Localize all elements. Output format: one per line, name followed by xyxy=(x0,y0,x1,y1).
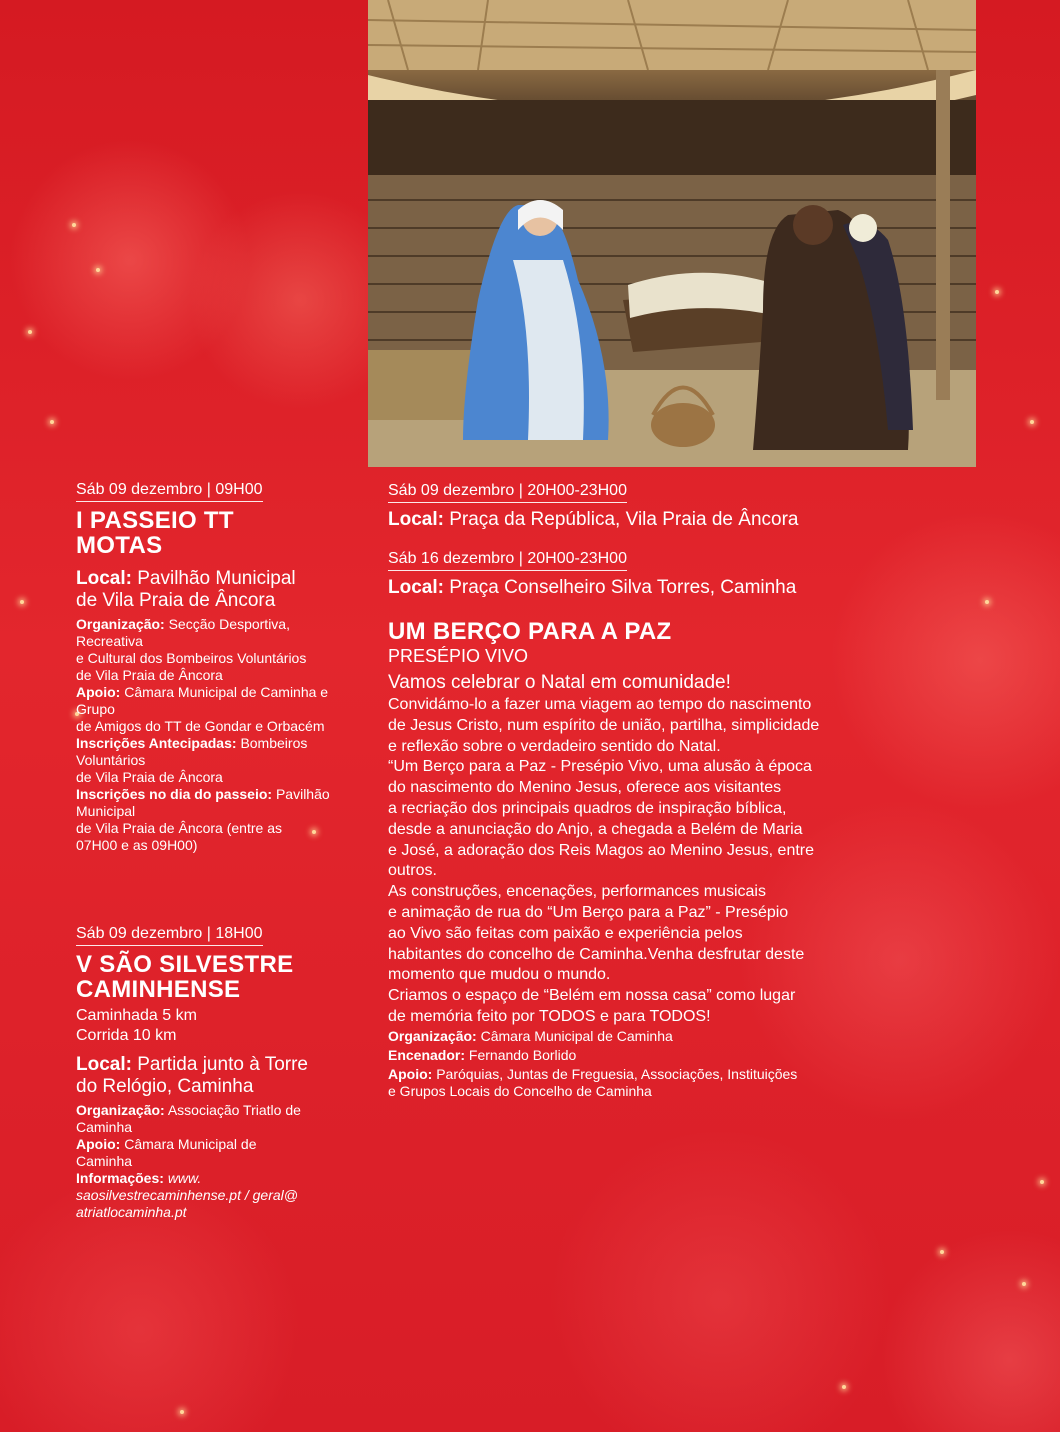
local-label: Local: xyxy=(388,577,444,598)
event-date-2: Sáb 16 dezembro | 20H00-23H00 xyxy=(388,549,627,571)
event-date: Sáb 09 dezembro | 18H00 xyxy=(76,924,263,946)
event-date: Sáb 09 dezembro | 09H00 xyxy=(76,480,263,502)
sparkle-icon xyxy=(20,600,24,604)
registrations-label: Inscrições Antecipadas: xyxy=(76,735,237,751)
event-location xyxy=(76,568,346,612)
local-label: Local: xyxy=(76,568,132,589)
organizer-value: Secção Desportiva, Recreativa e Cultural dos Bombeiros Voluntários de Vila Praia de Âncora xyxy=(76,616,307,683)
support-label: Apoio: xyxy=(76,1136,121,1152)
organizer-value: Associação Triatlo de Caminha xyxy=(76,1102,301,1135)
event-organizer xyxy=(76,616,346,684)
event-date-1: Sáb 09 dezembro | 20H00-23H00 xyxy=(388,481,627,503)
local-value: Partida junto à Torre do Relógio, Caminha xyxy=(76,1054,308,1097)
event-title: UM BERÇO PARA A PAZ xyxy=(388,618,672,645)
info-label: Informações: xyxy=(76,1170,164,1186)
event-support xyxy=(76,1136,346,1170)
registrations-value: Bombeiros Voluntários de Vila Praia de Âncora xyxy=(76,735,308,785)
sparkle-icon xyxy=(842,1385,846,1389)
event-support xyxy=(76,684,346,735)
sparkle-icon xyxy=(50,420,54,424)
event-location xyxy=(76,1054,346,1098)
event-registrations xyxy=(76,735,346,786)
organizer-label: Organização: xyxy=(388,1027,477,1044)
info-link[interactable]: www. saosilvestrecaminhense.pt / geral@ atriatlocaminha.pt xyxy=(76,1170,298,1220)
event-location-1 xyxy=(388,509,948,531)
sparkle-icon xyxy=(1022,1282,1026,1286)
event-support xyxy=(388,1066,948,1100)
organizer-label: Organização: xyxy=(76,616,165,632)
event-distances: Caminhada 5 km Corrida 10 km xyxy=(76,1007,197,1044)
sparkle-icon xyxy=(180,1410,184,1414)
support-value: Paróquias, Juntas de Freguesia, Associações, Instituições e Grupos Locais do Concelho de Caminha xyxy=(388,1065,798,1099)
sparkle-icon xyxy=(72,223,76,227)
event-berco-paz xyxy=(388,481,948,1100)
local-label: Local: xyxy=(388,509,444,530)
local-label: Local: xyxy=(76,1054,132,1075)
organizer-label: Organização: xyxy=(76,1102,165,1118)
event-organizer xyxy=(76,1102,346,1136)
registrations-day-value: Pavilhão Municipal de Vila Praia de Âncora (entre as 07H00 e as 09H00) xyxy=(76,786,330,853)
nativity-photo xyxy=(368,0,976,467)
event-description: Convidámo-lo a fazer uma viagem ao tempo do nascimento de Jesus Cristo, num espírito de união, partilha, simplicidade e reflexão sobre o verdadeiro sentido do Natal. “Um Berço para a Paz - Presépio Vivo, uma alusão à época do nascimento do Menino Jesus, oferece aos visitantes a recriação dos principais quadros de inspiração bíblica, desde a anunciação do Anjo, a chegada a Belém de Maria e José, a adoração dos Reis Magos ao Menino Jesus, entre outros. As construções, encenações, performances musicais e animação de rua do “Um Berço para a Paz” - Presépio ao Vivo são feitas com paixão e experiência pelos habitantes do concelho de Caminha.Venha desfrutar deste momento que mudou o mundo. Criamos o espaço de “Belém em nossa casa” como lugar de memória feito por TODOS e para TODOS! xyxy=(388,696,820,1025)
event-director xyxy=(388,1047,948,1064)
event-organizer xyxy=(388,1028,948,1045)
support-label: Apoio: xyxy=(388,1065,433,1082)
event-subtitle: PRESÉPIO VIVO xyxy=(388,646,529,666)
event-registrations-day xyxy=(76,786,346,854)
support-value: Câmara Municipal de Caminha e Grupo de Amigos do TT de Gondar e Orbacém xyxy=(76,684,329,734)
director-value: Fernando Borlido xyxy=(468,1046,577,1063)
event-title: I PASSEIO TT MOTAS xyxy=(76,507,234,559)
director-label: Encenador: xyxy=(388,1046,466,1063)
organizer-value: Câmara Municipal de Caminha xyxy=(480,1027,673,1044)
local-value: Praça da República, Vila Praia de Âncora xyxy=(449,509,799,530)
support-label: Apoio: xyxy=(76,684,121,700)
sparkle-icon xyxy=(1030,420,1034,424)
event-location-2 xyxy=(388,577,948,599)
event-sao-silvestre xyxy=(76,924,346,1221)
event-info xyxy=(76,1170,346,1221)
registrations-day-label: Inscrições no dia do passeio: xyxy=(76,786,273,802)
local-value: Pavilhão Municipal de Vila Praia de Âncora xyxy=(76,568,296,611)
sparkle-icon xyxy=(1040,1180,1044,1184)
sparkle-icon xyxy=(96,268,100,272)
local-value: Praça Conselheiro Silva Torres, Caminha xyxy=(449,577,797,598)
sparkle-icon xyxy=(995,290,999,294)
sparkle-icon xyxy=(985,600,989,604)
support-value: Câmara Municipal de Caminha xyxy=(76,1136,257,1169)
event-passeio-tt xyxy=(76,480,346,854)
event-tagline: Vamos celebrar o Natal em comunidade! xyxy=(388,672,731,693)
event-title: V SÃO SILVESTRE CAMINHENSE xyxy=(76,951,294,1003)
sparkle-icon xyxy=(28,330,32,334)
sparkle-icon xyxy=(940,1250,944,1254)
